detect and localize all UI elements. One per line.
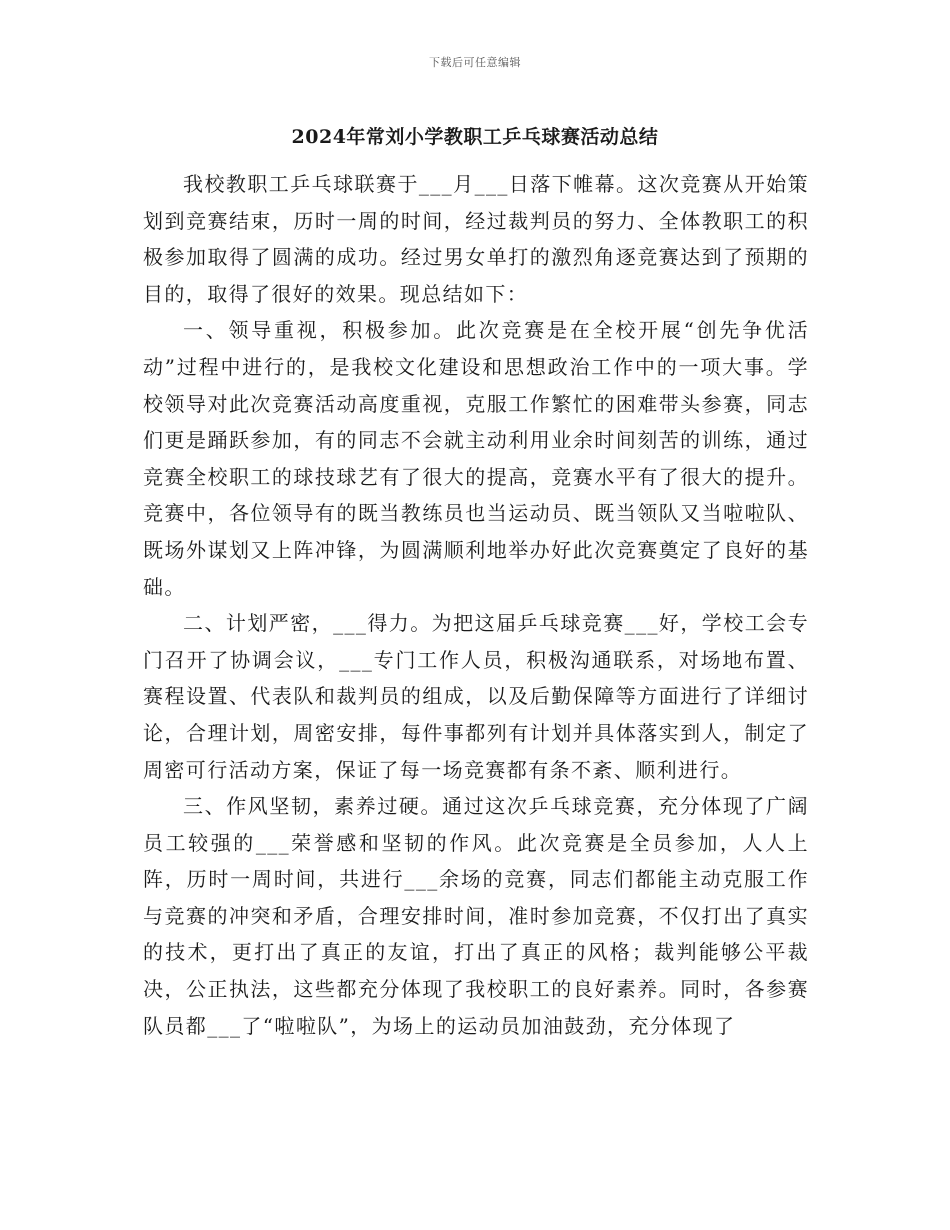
- paragraph-section-3: 三、作风坚韧，素养过硬。通过这次乒乓球竞赛，充分体现了广阔员工较强的___荣誉感和坚韧的作风。此次竞赛是全员参加，人人上阵，历时一周时间，共进行___余场的竞赛，同志们都能主动克服工作与竞赛的冲突和矛盾，合理安排时间，准时参加竞赛，不仅打出了真实的技术，更打出了真正的友谊，打出了真正的风格；裁判能够公平裁决，公正执法，这些都充分体现了我校职工的良好素养。同时，各参赛队员都___了“啦啦队”，为场上的运动员加油鼓劲，充分体现了: [143, 794, 809, 1038]
- paragraph-section-1: 一、领导重视，积极参加。此次竞赛是在全校开展“创先争优活动”过程中进行的，是我校文化建设和思想政治工作中的一项大事。学校领导对此次竞赛活动高度重视，克服工作繁忙的困难带头参赛，同志们更是踊跃参加，有的同志不会就主动利用业余时间刻苦的训练，通过竞赛全校职工的球技球艺有了很大的提高，竞赛水平有了很大的提升。竞赛中，各位领导有的既当教练员也当运动员、既当领队又当啦啦队、既场外谋划又上阵冲锋，为圆满顺利地举办好此次竞赛奠定了良好的基础。: [143, 318, 809, 599]
- document-body: [143, 166, 809, 1044]
- header-note: 下载后可任意编辑: [429, 56, 521, 69]
- paragraph-intro: 我校教职工乒乓球联赛于___月___日落下帷幕。这次竞赛从开始策划到竞赛结束，历时一周的时间，经过裁判员的努力、全体教职工的积极参加取得了圆满的成功。经过男女单打的激烈角逐竞赛达到了预期的目的，取得了很好的效果。现总结如下：: [143, 172, 809, 306]
- paragraph-section-2: 二、计划严密，___得力。为把这届乒乓球竞赛___好，学校工会专门召开了协调会议，___专门工作人员，积极沟通联系，对场地布置、赛程设置、代表队和裁判员的组成，以及后勤保障等方面进行了详细讨论，合理计划，周密安排，每件事都列有计划并具体落实到人，制定了周密可行活动方案，保证了每一场竞赛都有条不紊、顺利进行。: [143, 611, 809, 782]
- document-title: 2024年常刘小学教职工乒乓球赛活动总结: [291, 126, 659, 148]
